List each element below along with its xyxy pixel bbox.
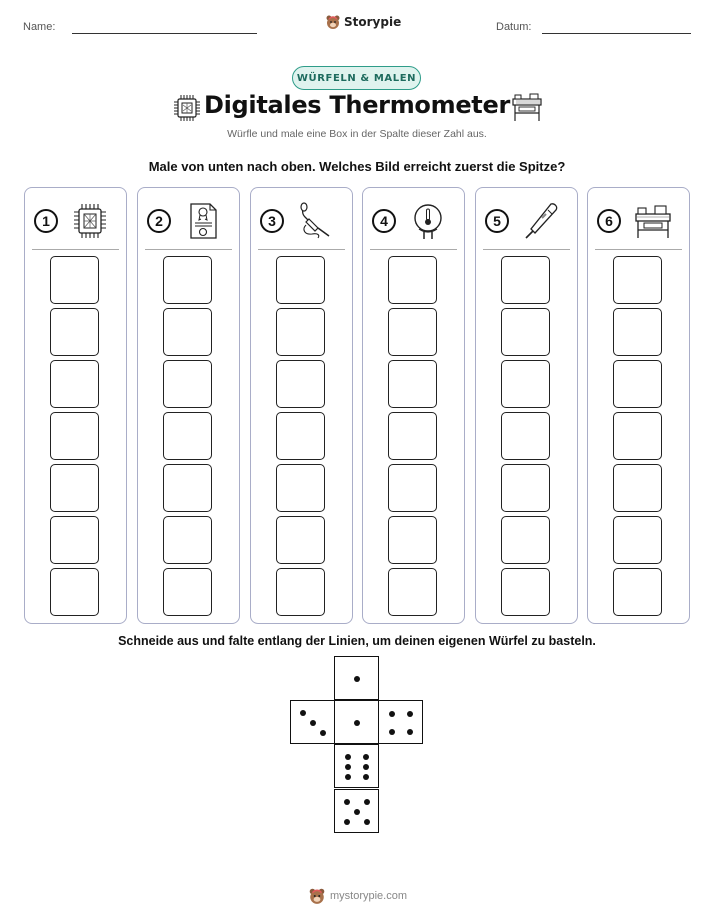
color-box[interactable] xyxy=(163,568,212,616)
color-box[interactable] xyxy=(388,360,437,408)
color-box[interactable] xyxy=(388,568,437,616)
date-label: Datum: xyxy=(496,21,532,33)
color-box[interactable] xyxy=(276,568,325,616)
die-face-1 xyxy=(334,700,379,744)
pip xyxy=(310,720,316,726)
microchip-icon xyxy=(70,201,110,241)
name-field[interactable] xyxy=(72,33,257,34)
page-subtitle: Würfle und male eine Box in der Spalte dieser Zahl aus. xyxy=(227,128,487,140)
column-number: 6 xyxy=(597,209,621,233)
color-box[interactable] xyxy=(276,360,325,408)
color-box[interactable] xyxy=(388,412,437,460)
color-box[interactable] xyxy=(388,256,437,304)
color-box[interactable] xyxy=(613,568,662,616)
pip xyxy=(354,809,360,815)
pip xyxy=(354,676,360,682)
color-box[interactable] xyxy=(163,516,212,564)
color-box[interactable] xyxy=(50,412,99,460)
dice-column-2 xyxy=(137,187,240,624)
bear-mascot-icon xyxy=(308,887,326,905)
thermostat-dial-icon xyxy=(408,201,448,241)
pip xyxy=(364,799,370,805)
die-face-4 xyxy=(378,700,423,744)
color-box[interactable] xyxy=(501,464,550,512)
die-face-3 xyxy=(290,700,335,744)
color-box[interactable] xyxy=(276,412,325,460)
activity-badge: WÜRFELN & MALEN xyxy=(292,66,421,90)
dice-column-6 xyxy=(587,187,690,624)
die-face-1 xyxy=(334,656,379,700)
column-header xyxy=(251,201,352,241)
column-header xyxy=(25,201,126,241)
pip xyxy=(344,819,350,825)
column-divider xyxy=(370,249,457,250)
pip xyxy=(300,710,306,716)
workbench-icon xyxy=(510,93,544,123)
pip xyxy=(389,711,395,717)
date-field[interactable] xyxy=(542,33,691,34)
color-box[interactable] xyxy=(613,516,662,564)
pip xyxy=(345,754,351,760)
pip xyxy=(389,729,395,735)
pip xyxy=(363,754,369,760)
color-box[interactable] xyxy=(50,464,99,512)
column-divider xyxy=(145,249,232,250)
page-title: Digitales Thermometer xyxy=(203,91,510,119)
pip xyxy=(363,764,369,770)
color-box[interactable] xyxy=(613,308,662,356)
column-number: 5 xyxy=(485,209,509,233)
color-box[interactable] xyxy=(276,256,325,304)
certificate-icon xyxy=(183,201,223,241)
column-number: 1 xyxy=(34,209,58,233)
color-box[interactable] xyxy=(50,308,99,356)
pip xyxy=(407,711,413,717)
die-face-5 xyxy=(334,789,379,833)
die-face-6 xyxy=(334,744,379,788)
pip xyxy=(344,799,350,805)
color-box[interactable] xyxy=(163,308,212,356)
color-box[interactable] xyxy=(501,308,550,356)
color-box[interactable] xyxy=(501,360,550,408)
color-box[interactable] xyxy=(163,360,212,408)
column-divider xyxy=(483,249,570,250)
dice-column-1 xyxy=(24,187,127,624)
cut-instruction: Schneide aus und falte entlang der Linien, um deinen eigenen Würfel zu basteln. xyxy=(118,634,596,648)
color-box[interactable] xyxy=(163,256,212,304)
column-header xyxy=(363,201,464,241)
footer xyxy=(308,886,407,906)
pip xyxy=(320,730,326,736)
column-divider xyxy=(258,249,345,250)
color-box[interactable] xyxy=(163,412,212,460)
column-divider xyxy=(595,249,682,250)
color-box[interactable] xyxy=(276,308,325,356)
column-number: 3 xyxy=(260,209,284,233)
soldering-iron-icon xyxy=(296,201,336,241)
coloring-instruction: Male von unten nach oben. Welches Bild erreicht zuerst die Spitze? xyxy=(148,159,566,174)
color-box[interactable] xyxy=(388,516,437,564)
column-header xyxy=(588,201,689,241)
brand-name: Storypie xyxy=(344,15,402,29)
color-box[interactable] xyxy=(50,256,99,304)
color-box[interactable] xyxy=(501,516,550,564)
dice-column-3 xyxy=(250,187,353,624)
color-box[interactable] xyxy=(501,568,550,616)
pip xyxy=(364,819,370,825)
footer-url: mystorypie.com xyxy=(330,890,408,902)
column-divider xyxy=(32,249,119,250)
storypie-logo xyxy=(325,13,401,31)
color-box[interactable] xyxy=(276,516,325,564)
color-box[interactable] xyxy=(501,412,550,460)
color-box[interactable] xyxy=(613,464,662,512)
column-number: 2 xyxy=(147,209,171,233)
color-box[interactable] xyxy=(613,256,662,304)
color-box[interactable] xyxy=(276,464,325,512)
color-box[interactable] xyxy=(50,360,99,408)
column-number: 4 xyxy=(372,209,396,233)
digital-thermometer-icon xyxy=(521,201,561,241)
color-box[interactable] xyxy=(163,464,212,512)
color-box[interactable] xyxy=(613,360,662,408)
color-box[interactable] xyxy=(613,412,662,460)
column-header xyxy=(476,201,577,241)
color-box[interactable] xyxy=(50,568,99,616)
dice-column-5 xyxy=(475,187,578,624)
color-box[interactable] xyxy=(388,464,437,512)
column-header xyxy=(138,201,239,241)
pip xyxy=(354,720,360,726)
pip xyxy=(345,764,351,770)
pip xyxy=(407,729,413,735)
worksheet-header xyxy=(0,0,714,50)
color-box[interactable] xyxy=(50,516,99,564)
color-box[interactable] xyxy=(388,308,437,356)
workbench-icon xyxy=(633,201,673,241)
color-box[interactable] xyxy=(501,256,550,304)
name-label: Name: xyxy=(23,21,56,33)
dice-column-4 xyxy=(362,187,465,624)
pip xyxy=(363,774,369,780)
bear-mascot-icon xyxy=(325,14,341,30)
pip xyxy=(345,774,351,780)
